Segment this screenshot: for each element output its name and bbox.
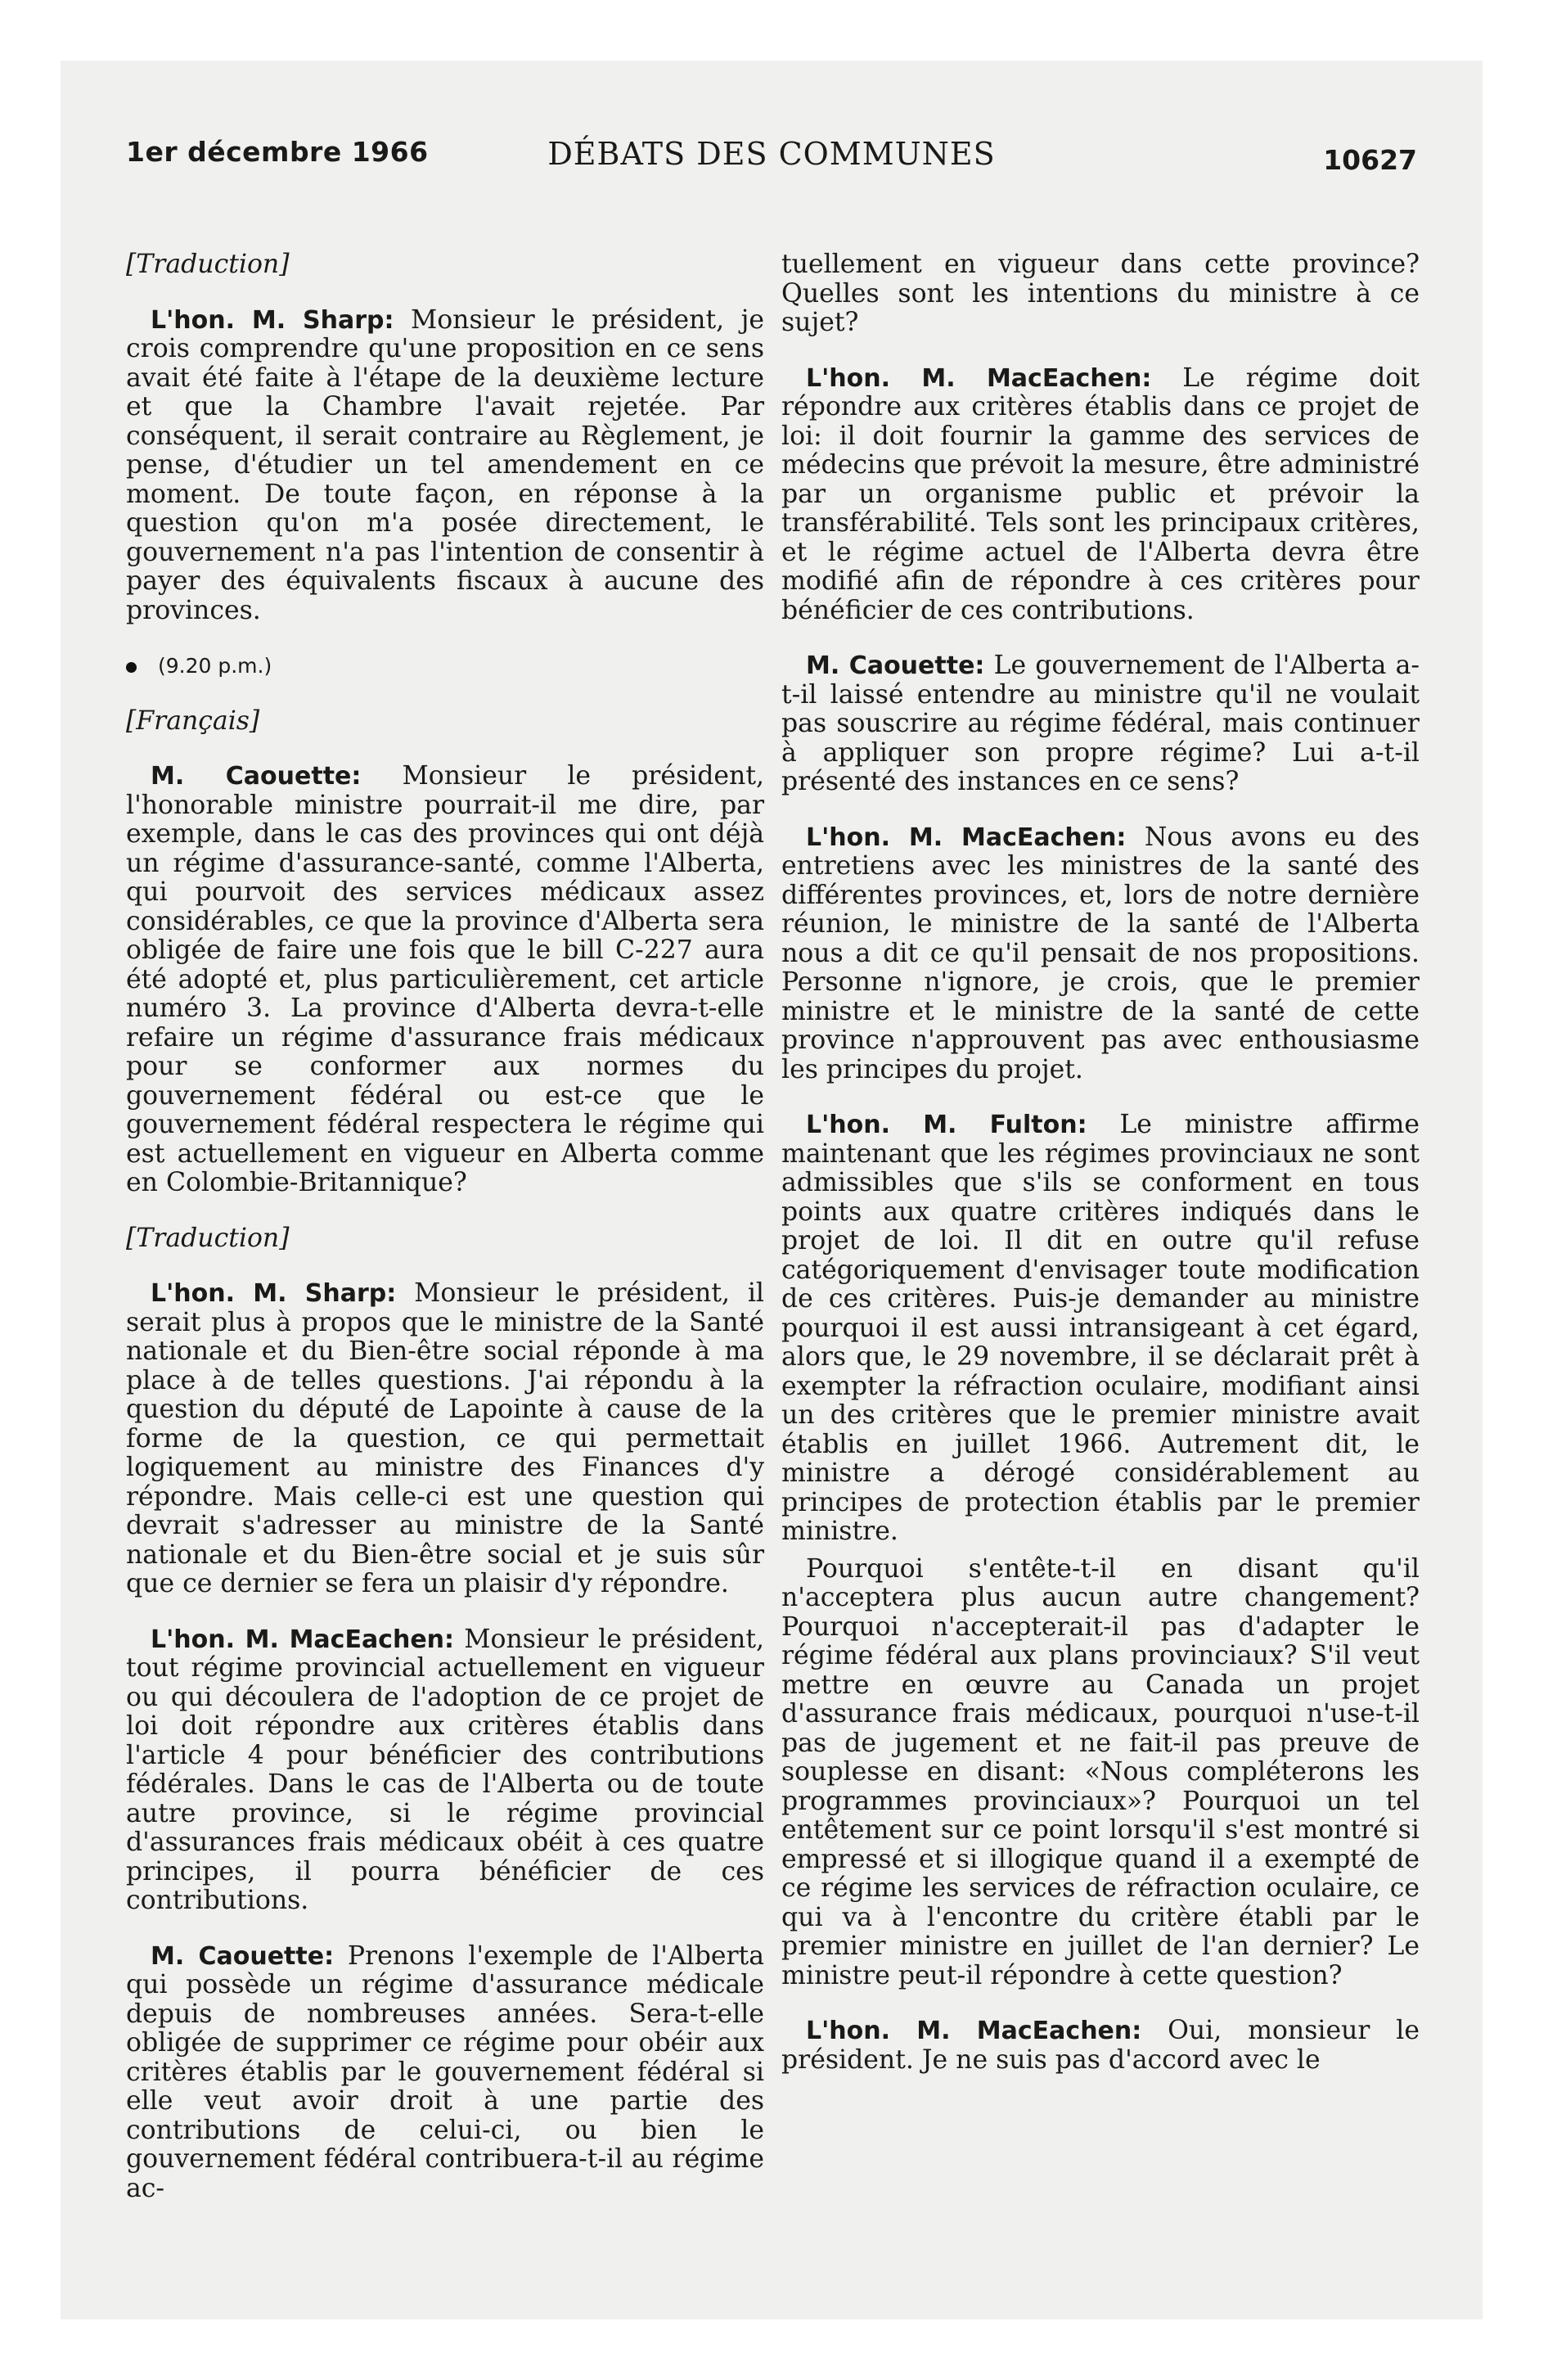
speech-text: Prenons l'exemple de l'Alberta qui possède un régime d'assurance médicale depuis de nombreuses années. Sera-t-elle obligée de supprimer ce régime pour obéir aux critères établis par le gouvernement fédéral si elle veut avoir droit à une partie des contributions de celui-ci, ou bien le gouvernement fédéral contribuera-t-il au régime ac- <box>126 1941 765 2203</box>
speaker-name: L'hon. M. Sharp: <box>151 305 394 335</box>
header-date: 1er décembre 1966 <box>126 136 429 168</box>
speaker-name: M. Caouette: <box>151 1941 335 1971</box>
left-column <box>126 250 764 2229</box>
speaker-name: L'hon. M. MacEachen: <box>151 1625 455 1654</box>
speech-paragraph <box>781 1111 1420 1547</box>
speech-text: Le ministre affirme maintenant que les régimes provinciaux ne sont admissibles que s'ils se conforment en tous points aux quatre critères indiqués dans le projet de loi. Il dit en outre qu'il refuse catégoriquement d'envisager toute modification de ces critères. Puis-je demander au ministre pourquoi il est aussi intransigeant à cet égard, alors que, le 29 novembre, il se déclarait prêt à exempter la réfraction oculaire, modifiant ainsi un des critères que le premier ministre avait établis en juillet 1966. Autrement dit, le ministre a dérogé considérablement au principes de protection établis par le premier ministre. <box>781 1110 1420 1546</box>
right-column <box>781 250 1420 2101</box>
speech-paragraph: Pourquoi s'entête-t-il en disant qu'il n'acceptera plus aucun autre changement? Pourquoi n'accepterait-il pas d'adapter le régime fédéral aux plans provinciaux? S'il veut mettre en œuvre au Canada un projet d'assurance frais médicaux, pourquoi n'use-t-il pas de jugement et ne fait-il pas preuve de souplesse en disant: «Nous compléterons les programmes provinciaux»? Pourquoi un tel entêtement sur ce point lorsqu'il s'est montré si empressé et si illogique quand il a exempté de ce régime les services de réfraction oculaire, ce qui va à l'encontre du critère établi par le premier ministre en juillet de l'an dernier? Le ministre peut-il répondre à cette question? <box>781 1553 1420 1990</box>
speech-text: Monsieur le président, l'honorable ministre pourrait-il me dire, par exemple, dans le cas des provinces qui ont déjà un régime d'assurance-santé, comme l'Alberta, qui pourvoit des services médicaux assez considérables, ce que la province d'Alberta sera obligée de faire une fois que le bill C-227 aura été adopté et, plus particulièrement, cet article numéro 3. La province d'Alberta devra-t-elle refaire un régime d'assurance frais médicaux pour se conformer aux normes du gouvernement fédéral ou est-ce que le gouvernement fédéral respectera le régime qui est actuellement en vigueur en Alberta comme en Colombie-Britannique? <box>126 761 765 1197</box>
speaker-name: L'hon. M. Sharp: <box>151 1279 397 1308</box>
speech-text: Le gouvernement de l'Alberta a-t-il laissé entendre au ministre qu'il ne voulait pas souscrire au régime fédéral, mais continuer à appliquer son propre régime? Lui a-t-il présenté des instances en ce sens? <box>781 651 1420 796</box>
header-title: DÉBATS DES COMMUNES <box>547 136 996 172</box>
speech-paragraph <box>126 762 764 1198</box>
speaker-name: L'hon. M. MacEachen: <box>806 823 1127 852</box>
bullet-icon <box>126 662 137 673</box>
speaker-name: L'hon. M. Fulton: <box>806 1111 1087 1139</box>
speech-paragraph <box>781 651 1420 797</box>
timestamp-text: (9.20 p.m.) <box>158 654 272 678</box>
language-tag: [Français] <box>126 705 260 736</box>
speech-text: Monsieur le président, il serait plus à propos que le ministre de la Santé nationale et du Bien-être social réponde à ma place à de telles questions. J'ai répondu à la question du député de Lapointe à cause de la forme de la question, ce qui permettait logiquement au ministre des Finances d'y répondre. Mais celle-ci est une question qui devrait s'adresser au ministre de la Santé nationale et du Bien-être social et je suis sûr que ce dernier se fera un plaisir d'y répondre. <box>126 1278 764 1598</box>
continued-paragraph: tuellement en vigueur dans cette province? Quelles sont les intentions du ministre à ce sujet? <box>781 250 1420 337</box>
page-header <box>126 136 1417 185</box>
speaker-name: M. Caouette: <box>806 651 985 680</box>
page <box>61 61 1483 2319</box>
speaker-name: M. Caouette: <box>151 762 362 791</box>
language-tag: [Traduction] <box>126 1223 290 1253</box>
speech-paragraph <box>126 1279 764 1599</box>
speech-paragraph <box>126 306 764 626</box>
speech-paragraph <box>781 823 1420 1085</box>
speech-paragraph <box>126 1625 764 1916</box>
speech-paragraph <box>126 1942 764 2204</box>
timestamp <box>126 651 764 681</box>
speaker-name: L'hon. M. MacEachen: <box>806 2017 1142 2045</box>
speech-text: Monsieur le président, je crois comprendre qu'une proposition en ce sens avait été faite à l'étape de la deuxième lecture et que la Chambre l'avait rejetée. Par conséquent, il serait contraire au Règlement, je pense, d'étudier un tel amendement en ce moment. De toute façon, en réponse à la question qu'on m'a posée directement, le gouvernement n'a pas l'intention de consentir à payer des équivalents fiscaux à aucune des provinces. <box>126 304 764 625</box>
header-page-number: 10627 <box>1323 144 1417 176</box>
language-tag: [Traduction] <box>126 250 290 279</box>
speaker-name: L'hon. M. MacEachen: <box>806 363 1152 393</box>
speech-paragraph <box>781 2017 1420 2075</box>
speech-text: Oui, monsieur le président. Je ne suis pas d'accord avec le <box>781 2016 1420 2075</box>
speech-text: Le régime doit répondre aux critères établis dans ce projet de loi: il doit fournir la gamme des services de médecins que prévoit la mesure, être administré par un organisme public et prévoir la transférabilité. Tels sont les principaux critères, et le régime actuel de l'Alberta devra être modifié afin de répondre à ces critères pour bénéficier de ces contributions. <box>781 363 1420 625</box>
speech-text: Monsieur le président, tout régime provincial actuellement en vigueur ou qui découlera de l'adoption de ce projet de loi doit répondre aux critères établis dans l'article 4 pour bénéficier des contributions fédérales. Dans le cas de l'Alberta ou de toute autre province, si le régime provincial d'assurances frais médicaux obéit à ces quatre principes, il pourra bénéficier de ces contributions. <box>126 1624 764 1915</box>
speech-text: Nous avons eu des entretiens avec les ministres de la santé des différentes provinces, et, lors de notre dernière réunion, le ministre de la santé de l'Alberta nous a dit ce qu'il pensait de nos propositions. Personne n'ignore, je crois, que le premier ministre et le ministre de la santé de cette province n'approuvent pas avec enthousiasme les principes du projet. <box>781 822 1420 1084</box>
speech-paragraph <box>781 364 1420 626</box>
